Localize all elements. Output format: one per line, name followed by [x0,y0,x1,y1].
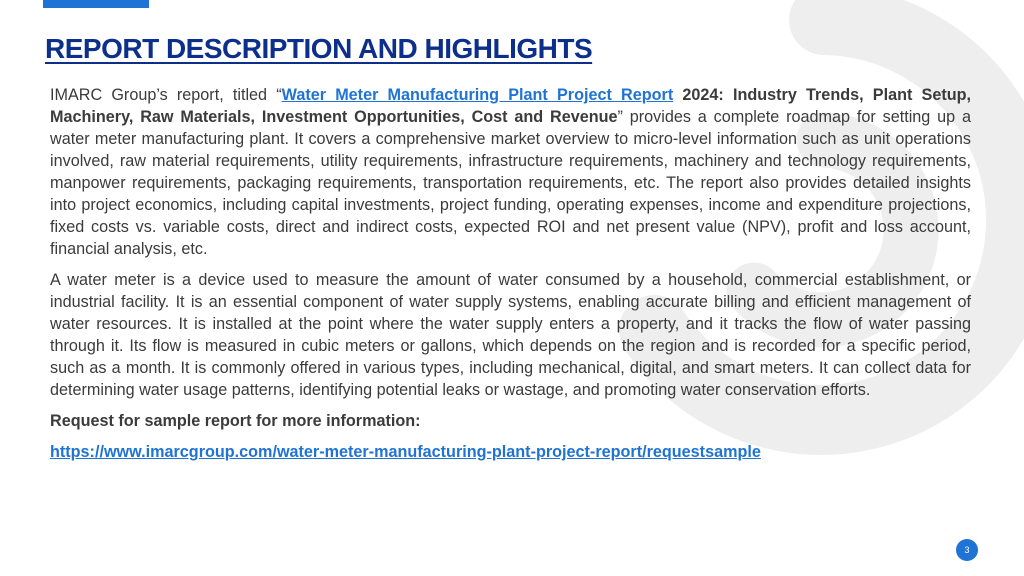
report-description [50,84,971,472]
sample-request-link-row [50,441,971,463]
report-subtitle: 2024: Industry Trends, Plant Setup, Machinery, Raw Materials, Investment Opportunities, Cost and Revenue [50,86,971,126]
top-accent-bar [43,0,149,8]
intro-paragraph [50,84,971,260]
sample-request-label: Request for sample report for more information: [50,412,421,430]
intro-text: IMARC Group’s report, titled “ [50,86,282,104]
page-number-badge: 3 [956,539,978,561]
water-meter-paragraph: A water meter is a device used to measure the amount of water consumed by a household, commercial establishment, or industrial facility. It is an essential component of water supply systems, enabling accurate billing and efficient management of water resources. It is installed at the point where the water supply enters a property, and it tracks the flow of water passing through it. Its flow is measured in cubic meters or gallons, which depends on the region and is recorded for a specific period, such as a month. It is commonly offered in various types, including mechanical, digital, and smart meters. It can collect data for determining water usage patterns, identifying potential leaks or wastage, and promoting water conservation efforts. [50,271,971,399]
report-title-link[interactable]: Water Meter Manufacturing Plant Project Report [281,86,674,104]
page-title: REPORT DESCRIPTION AND HIGHLIGHTS [45,33,593,64]
intro-rest: ” provides a complete roadmap for setting up a water meter manufacturing plant. It covers a comprehensive market overview to micro-level information such as unit operations involved, raw material requirements, utility requirements, infrastructure requirements, machinery and technology requirements, manpower requirements, packaging requirements, transportation requirements, etc. The report also provides detailed insights into project economics, including capital investments, project funding, operating expenses, income and expenditure projections, fixed costs vs. variable costs, direct and indirect costs, expected ROI and net present value (NPV), profit and loss account, financial analysis, etc. [50,108,971,258]
sample-request-link[interactable]: https://www.imarcgroup.com/water-meter-manufacturing-plant-project-report/requestsample [50,443,761,461]
